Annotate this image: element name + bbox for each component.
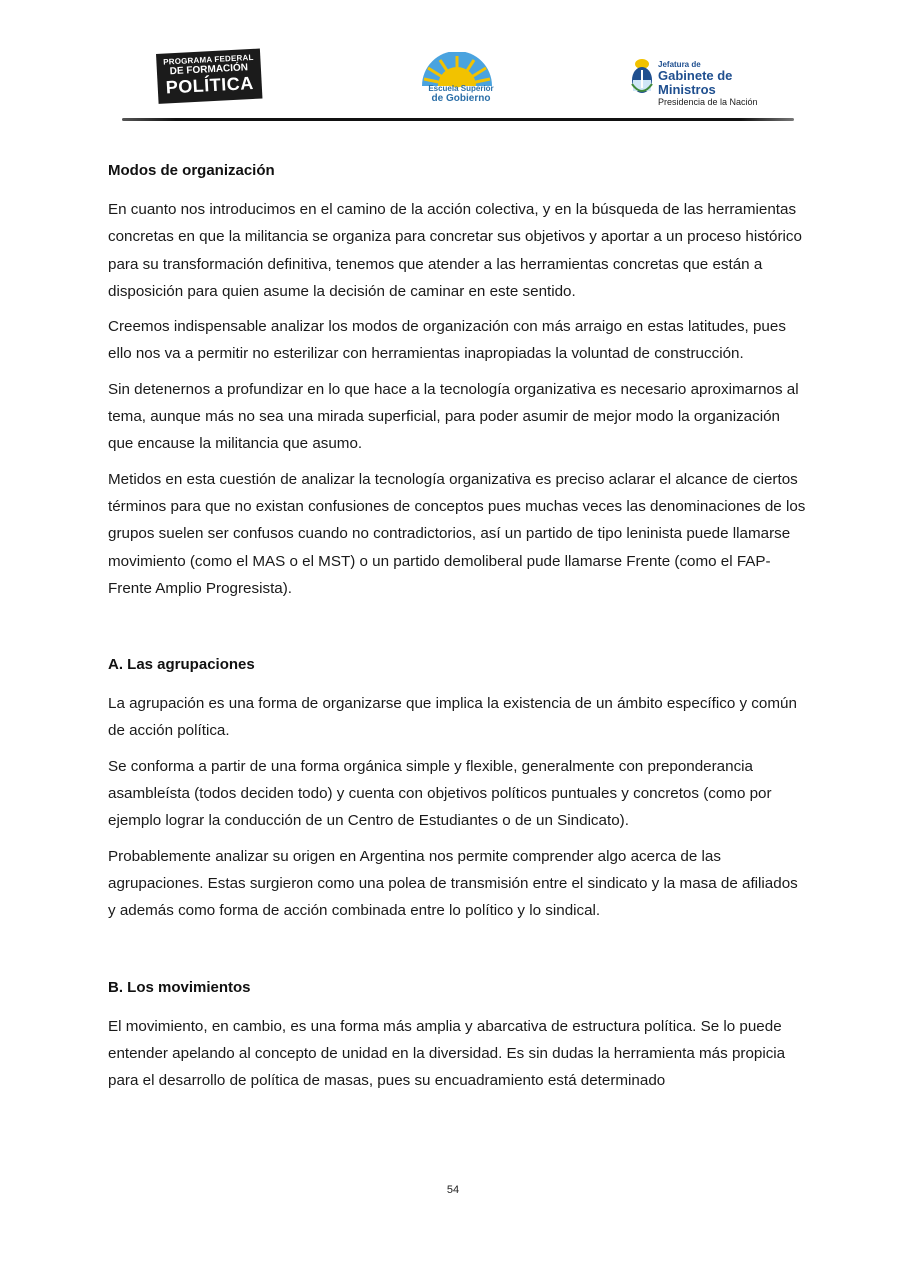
esg-logo-text: [426, 84, 496, 104]
paragraph: Se conforma a partir de una forma orgánica simple y flexible, generalmente con preponderancia asambleísta (todos deciden todo) y cuenta con objetivos políticos puntuales y concretos (como por ejemplo lograr la conducción de un Centro de Estudiantes o de un Sindicato).: [108, 757, 772, 830]
gabinete-logo-line2: Gabinete de Ministros: [658, 68, 733, 97]
paragraph: El movimiento, en cambio, es una forma más amplia y abarcativa de estructura política. Se lo puede entender apelando al concepto de unidad en la diversidad. Es sin dudas la herramienta más propicia para el desarrollo de política de masas, pues su encuadramiento está determinado: [108, 1017, 786, 1090]
page-number: 54: [446, 1184, 460, 1196]
header-divider: [122, 118, 794, 121]
section-heading-movimientos: B. Los movimientos: [108, 978, 251, 996]
programa-federal-logo: [156, 49, 262, 104]
pff-logo-line3: POLÍTICA: [165, 72, 255, 98]
escuela-superior-logo: [418, 52, 496, 110]
pff-logo-line1: PROGRAMA FEDERAL: [162, 52, 254, 67]
gabinete-logo: [630, 58, 790, 107]
section-heading-modos: Modos de organización: [108, 162, 275, 179]
gabinete-logo-text: [658, 60, 790, 108]
gabinete-logo-line3: Presidencia de la Nación: [658, 97, 758, 107]
document-body: [108, 160, 808, 1094]
gabinete-logo-line1: Jefatura de: [658, 60, 701, 69]
coat-of-arms-icon: [630, 58, 654, 98]
paragraph: En cuanto nos introducimos en el camino de la acción colectiva, y en la búsqueda de las herramientas concretas en que la militancia se organiza para concretar sus objetivos y aportar a un proceso histórico para su transformación definitiva, tenemos que atender a las herramientas concretas que están a disposición para quien asume la decisión de caminar en este sentido.: [108, 201, 802, 300]
paragraph: Probablemente analizar su origen en Argentina nos permite comprender algo acerca de las agrupaciones. Estas surgieron como una polea de transmisión entre el sindicato y la masa de afiliados y además como forma de acción combinada entre lo político y lo sindical.: [108, 847, 798, 920]
page-header: [0, 0, 906, 130]
section-heading-agrupaciones: A. Las agrupaciones: [108, 656, 255, 674]
paragraph: La agrupación es una forma de organizarse que implica la existencia de un ámbito específico y común de acción política.: [108, 695, 797, 740]
esg-logo-line2: de Gobierno: [431, 93, 491, 104]
esg-logo-line1: Escuela Superior: [428, 84, 494, 93]
paragraph: Metidos en esta cuestión de analizar la tecnología organizativa es preciso aclarar el alcance de ciertos términos para que no existan confusiones de conceptos pues muchas veces las denominaciones de los grupos suelen ser confusos cuando no contradictorios, así un partido de tipo leninista puede llamarse movimiento (como el MAS o el MST) o un partido demoliberal pude llamarse Frente (como el FAP- Frente Amplio Progresista).: [108, 470, 806, 597]
paragraph: Sin detenernos a profundizar en lo que hace a la tecnología organizativa es necesario aproximarnos al tema, aunque más no sea una mirada superficial, para poder asumir de mejor modo la organización que encause la militancia que asumo.: [108, 380, 799, 453]
paragraph: Creemos indispensable analizar los modos de organización con más arraigo en estas latitudes, pues ello nos va a permitir no esterilizar con herramientas inapropiadas la voluntad de construcción.: [108, 318, 786, 363]
pff-logo-line2: DE FORMACIÓN: [169, 62, 249, 78]
